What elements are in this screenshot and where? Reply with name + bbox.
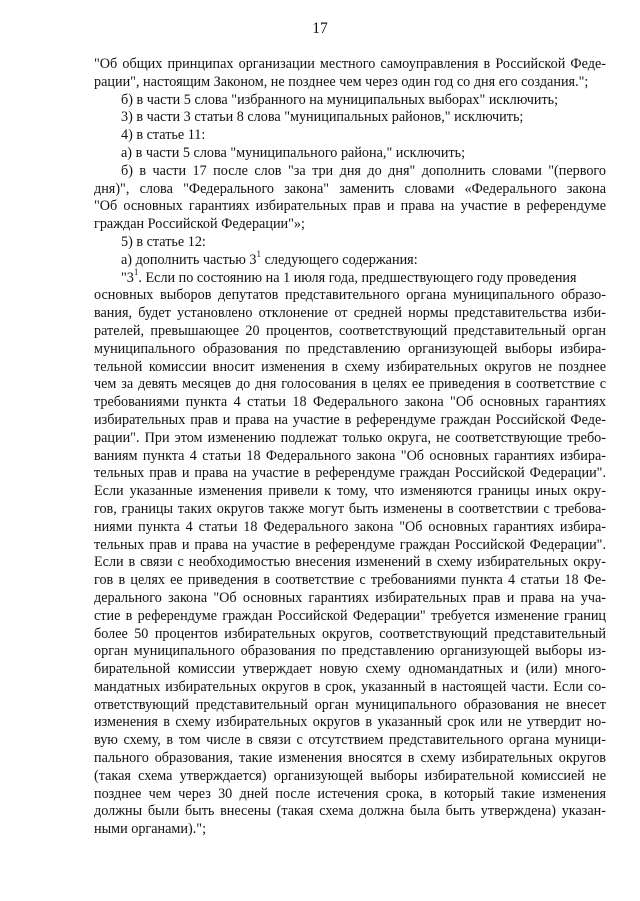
text-line: рателей, превышающее 20 процентов, соответствующий представительный орган — [94, 322, 606, 339]
text-line: 4) в статье 11: — [121, 127, 206, 144]
text-line: гов в целях ее приведения в соответствие с требованиями пункта 4 статьи 18 Фе- — [94, 572, 606, 589]
text-line: позднее чем через 30 дней после истечения срока, в который такие изменения — [94, 785, 606, 802]
text-line: дерального закона "Об основных гарантиях избирательных прав и права на уча- — [94, 589, 606, 606]
text-line: более 50 процентов избирательных округов, соответствующий представительный — [94, 625, 606, 642]
superscript: 1 — [256, 249, 262, 260]
document-body — [94, 56, 606, 839]
text-line: пального образования, такие изменения вносятся в схему избирательных округов — [94, 750, 606, 767]
text-line — [94, 249, 606, 270]
text-line: "Об основных гарантиях избирательных прав и права на участие в референдуме — [94, 198, 606, 215]
text-line: 5) в статье 12: — [121, 233, 206, 250]
superscript: 1 — [133, 266, 139, 277]
text-line: ответствующий представительный орган муниципального образования не внесет — [94, 696, 606, 713]
text-line: тельных прав и права на участие в референдуме граждан Российской Федерации". — [94, 536, 606, 553]
text-line: "Об общих принципах организации местного самоуправления в Российской Феде- — [94, 56, 606, 72]
text-line: тельных прав и права на участие в референдуме граждан Российской Федерации". — [94, 465, 606, 482]
text-line: Если в связи с необходимостью внесения изменений в схему избирательных окру- — [94, 554, 606, 571]
text-line: а) в части 5 слова "муниципального района," исключить; — [121, 144, 466, 161]
text-line: б) в части 17 после слов "за три дня до дня" дополнить словами "(первого — [121, 162, 606, 179]
text-fragment: следующего содержания: — [261, 251, 418, 268]
text-line: дня)", слова "Федерального закона" заменить словами «Федерального закона — [94, 180, 606, 197]
text-fragment: "3 — [121, 269, 134, 286]
text-line: бирательной комиссии утверждает новую схему одномандатных и (или) много- — [94, 661, 606, 678]
text-line: (такая схема утверждается) организующей выборы избирательной комиссией не — [94, 767, 606, 784]
text-line: Если указанные изменения привели к тому, что изменяются границы иных окру- — [94, 483, 606, 500]
text-line: требованиями пункта 4 статьи 18 Федерального закона "Об основных гарантиях — [94, 394, 606, 411]
text-line: орган муниципального образования по представлению организующей выборы из- — [94, 643, 606, 660]
text-line: изменения в схему избирательных округов в указанный срок или не утвердит но- — [94, 714, 606, 731]
text-line: граждан Российской Федерации"»; — [94, 216, 305, 233]
text-line: вую схему, в том числе в связи с отсутствием представительного органа муници- — [94, 732, 606, 749]
text-line: рации". При этом изменению подлежат только округа, не соответствующие требо- — [94, 429, 606, 446]
page-number: 17 — [312, 20, 328, 37]
text-fragment: а) дополнить частью 3 — [121, 251, 257, 268]
text-line: ваниям пункта 4 статьи 18 Федерального закона "Об основных гарантиях избира- — [94, 447, 606, 464]
text-line: б) в части 5 слова "избранного на муниципальных выборах" исключить; — [121, 91, 559, 108]
text-line: рации", настоящим Законом, не позднее чем через один год со дня его создания."; — [94, 73, 589, 90]
text-line — [94, 266, 606, 288]
text-line: избирательных прав и права на участие в референдуме граждан Российской Феде- — [94, 411, 606, 428]
text-line: стие в референдуме граждан Российской Федерации" требуется изменение границ — [94, 607, 606, 624]
text-line: тельной комиссии вносит изменения в схему избирательных округов не позднее — [94, 358, 606, 375]
text-line: чем за девять месяцев до дня голосования в целях ее приведения в соответствие с — [94, 376, 606, 393]
text-line: вания, будет установлено отклонение от средней нормы представительства изби- — [94, 305, 606, 322]
text-line: основных выборов депутатов представительного органа муниципального образо- — [94, 287, 606, 304]
text-line: 3) в части 3 статьи 8 слова "муниципальных районов," исключить; — [121, 109, 524, 126]
text-line: гов, границы таких округов также могут быть изменены в соответствии с требова- — [94, 500, 606, 517]
text-fragment: . Если по состоянию на 1 июля года, предшествующего году проведения — [138, 269, 577, 286]
text-line: мандатных избирательных округов в срок, указанный в настоящей части. Если со- — [94, 678, 606, 695]
text-line: муниципального образования по представлению организующей выборы избира- — [94, 340, 606, 357]
text-line: должны были быть внесены (такая схема должна была быть утверждена) указан- — [94, 803, 606, 820]
text-line: ными органами)."; — [94, 821, 207, 838]
text-line: ниями пункта 4 статьи 18 Федерального закона "Об основных гарантиях избира- — [94, 518, 606, 535]
